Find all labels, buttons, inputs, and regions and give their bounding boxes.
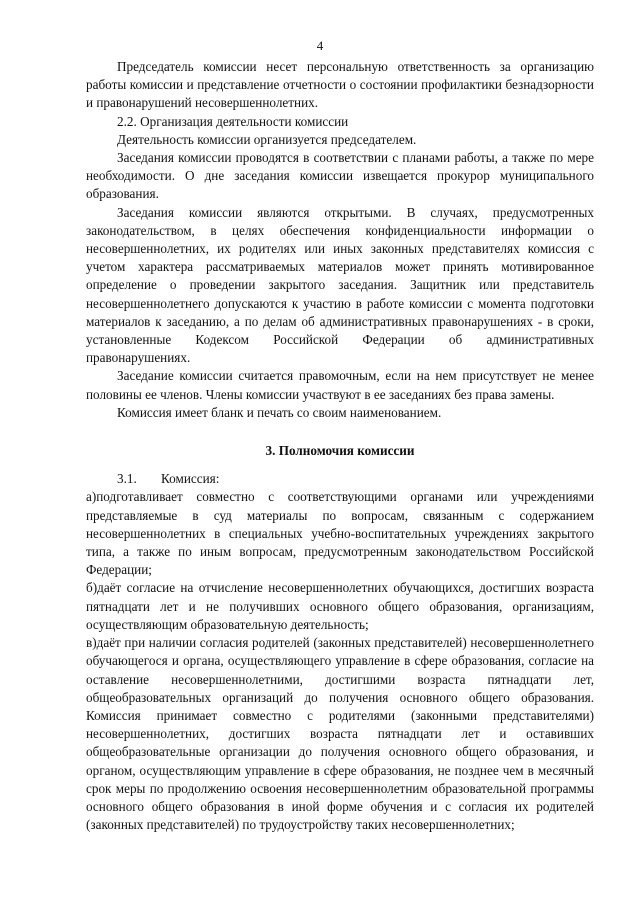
- paragraph-quorum: Заседание комиссии считается правомочным, если на нем присутствует не менее половины ее членов. Члены комиссии участвуют в ее заседаниях без права замены.: [86, 368, 594, 402]
- item-label: Комиссия:: [161, 471, 220, 487]
- paragraph-meetings: Заседания комиссии проводятся в соответствии с планами работы, а также по мере необходимости. О дне заседания комиссии извещается прокурор муниципального образования.: [86, 150, 594, 202]
- list-item-a: [86, 488, 594, 579]
- item-3-1: [86, 470, 594, 488]
- list-item-text: подготавливает совместно с соответствующими органами или учреждениями представляемые в суд материалы по вопросам, связанным с содержанием несовершеннолетних в специальных учебно-воспитательных учреждениях закрытого типа, а также по иным вопросам, предусмотренным законодательством Российской Федерации;: [86, 489, 594, 578]
- list-item-b: [86, 579, 594, 634]
- list-marker: в): [86, 635, 97, 651]
- paragraph-chairman-responsibility: Председатель комиссии несет персональную ответственность за организацию работы комиссии и представление отчетности о состоянии профилактики безнадзорности и правонарушений несовершеннолетних.: [86, 59, 594, 111]
- paragraph-activity: Деятельность комиссии организуется председателем.: [117, 131, 417, 147]
- list-item-text: даёт при наличии согласия родителей (законных представителей) несовершеннолетнего обучающегося и органа, осуществляющего управление в сфере образования, согласие на оставление несовершеннолетними, достигшими возраста пятнадцати лет, общеобразовательных организаций до получения основного общего образования. Комиссия принимает совместно с родителями (законными представителями) несовершеннолетних, достигших возраста пятнадцати лет и оставивших общеобразовательные организации до получения основного общего образования, и органом, осуществляющим управление в сфере образования, не позднее чем в месячный срок меры по продолжению освоения несовершеннолетним образовательной программы основного общего образования в иной форме обучения и с согласия их родителей (законных представителей) по трудоустройству таких несовершеннолетних;: [86, 635, 594, 833]
- page-number: 4: [316, 38, 324, 53]
- list-item-text: даёт согласие на отчисление несовершеннолетних обучающихся, достигших возраста пятнадцати лет и не получивших основного общего образования, организациям, осуществляющим образовательную деятельность;: [86, 580, 594, 632]
- document-body: [86, 58, 594, 834]
- list-item-v: [86, 634, 594, 834]
- subsection-heading: 2.2. Организация деятельности комиссии: [117, 113, 349, 129]
- list-marker: б): [86, 580, 98, 596]
- paragraph-open-meetings: Заседания комиссии являются открытыми. В случаях, предусмотренных законодательством, в целях обеспечения конфиденциальности информации о несовершеннолетних, их родителях или иных законных представителях комиссия с учетом характера рассматриваемых материалов может принять мотивированное определение о проведении закрытого заседания. Защитник или представитель несовершеннолетнего допускаются к участию в работе комиссии с момента подготовки материалов к заседанию, а по делам об административных правонарушениях - в сроки, установленные Кодексом Российской Федерации об административных правонарушениях.: [86, 204, 594, 366]
- item-number: 3.1.: [117, 471, 137, 487]
- section-heading: 3. Полномочия комиссии: [265, 443, 415, 459]
- paragraph-stamp: Комиссия имеет бланк и печать со своим наименованием.: [117, 404, 442, 420]
- list-marker: а): [86, 489, 97, 505]
